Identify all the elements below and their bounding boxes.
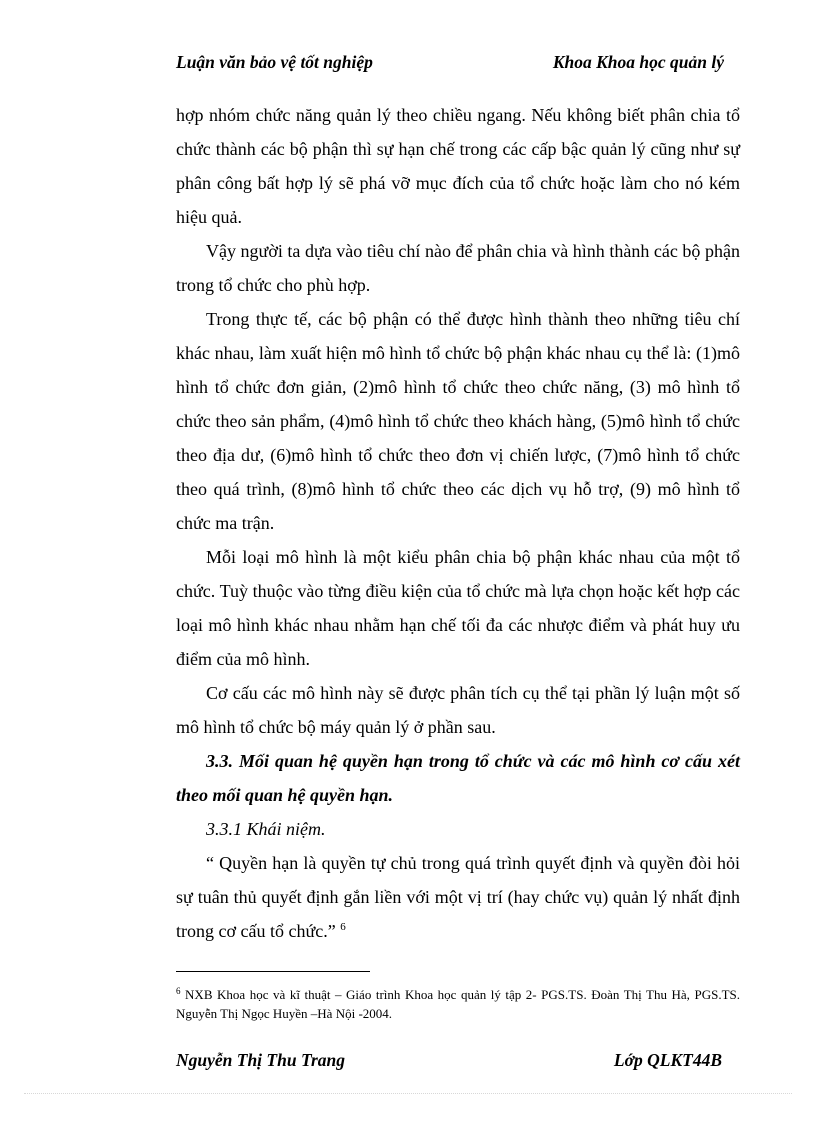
footnote-mark: 6 xyxy=(176,986,181,996)
page-header xyxy=(176,52,724,78)
header-thesis-title: Luận văn bảo vệ tốt nghiệp xyxy=(176,52,373,72)
page-footer xyxy=(176,1050,722,1076)
paragraph-structure-note: Cơ cấu các mô hình này sẽ được phân tích cụ thể tại phần lý luận một số mô hình tổ chức bộ máy quản lý ở phần sau. xyxy=(176,683,740,737)
footnote-text: NXB Khoa học và kĩ thuật – Giáo trình Khoa học quản lý tập 2- PGS.TS. Đoàn Thị Thu Hà, PGS.TS. Nguyễn Thị Ngọc Huyền –Hà Nội -2004. xyxy=(176,987,740,1021)
paragraph-continuation: hợp nhóm chức năng quản lý theo chiều ngang. Nếu không biết phân chia tổ chức thành các bộ phận thì sự hạn chế trong các cấp bậc quản lý cũng như sự phân công bất hợp lý sẽ phá vỡ mục đích của tổ chức hoặc làm cho nó kém hiệu quả. xyxy=(176,105,740,227)
footnote-separator xyxy=(176,971,370,972)
document-body xyxy=(176,98,740,948)
section-heading: 3.3. Mối quan hệ quyền hạn trong tổ chức và các mô hình cơ cấu xét theo mối quan hệ quyền hạn. xyxy=(176,751,740,805)
paragraph-definition-quote xyxy=(176,846,740,948)
footer-class: Lớp QLKT44B xyxy=(613,1050,722,1070)
footnote xyxy=(176,985,740,1023)
paragraph-model-list: Trong thực tế, các bộ phận có thể được hình thành theo những tiêu chí khác nhau, làm xuất hiện mô hình tổ chức bộ phận khác nhau cụ thể là: (1)mô hình tổ chức đơn giản, (2)mô hình tổ chức theo chức năng, (3) mô hình tổ chức theo sản phẩm, (4)mô hình tổ chức theo khách hàng, (5)mô hình tổ chức theo địa dư, (6)mô hình tổ chức theo đơn vị chiến lược, (7)mô hình tổ chức theo quá trình, (8)mô hình tổ chức theo các dịch vụ hỗ trợ, (9) mô hình tổ chức ma trận. xyxy=(176,309,740,533)
footer-author: Nguyễn Thị Thu Trang xyxy=(176,1050,346,1070)
subsection-heading: 3.3.1 Khái niệm. xyxy=(206,819,326,839)
page-edge-divider xyxy=(24,1093,792,1094)
header-faculty: Khoa Khoa học quản lý xyxy=(552,52,724,72)
paragraph-model-types: Mỗi loại mô hình là một kiểu phân chia bộ phận khác nhau của một tổ chức. Tuỳ thuộc vào từng điều kiện của tổ chức mà lựa chọn hoặc kết hợp các loại mô hình khác nhau nhằm hạn chế tối đa các nhược điểm và phát huy ưu điểm của mô hình. xyxy=(176,547,740,669)
quote-text: “ Quyền hạn là quyền tự chủ trong quá trình quyết định và quyền đòi hỏi sự tuân thủ quyết định gắn liền với một vị trí (hay chức vụ) quản lý nhất định trong cơ cấu tổ chức.” xyxy=(176,853,740,941)
footnote-reference: 6 xyxy=(340,921,346,933)
paragraph-question: Vậy người ta dựa vào tiêu chí nào để phân chia và hình thành các bộ phận trong tổ chức cho phù hợp. xyxy=(176,241,740,295)
